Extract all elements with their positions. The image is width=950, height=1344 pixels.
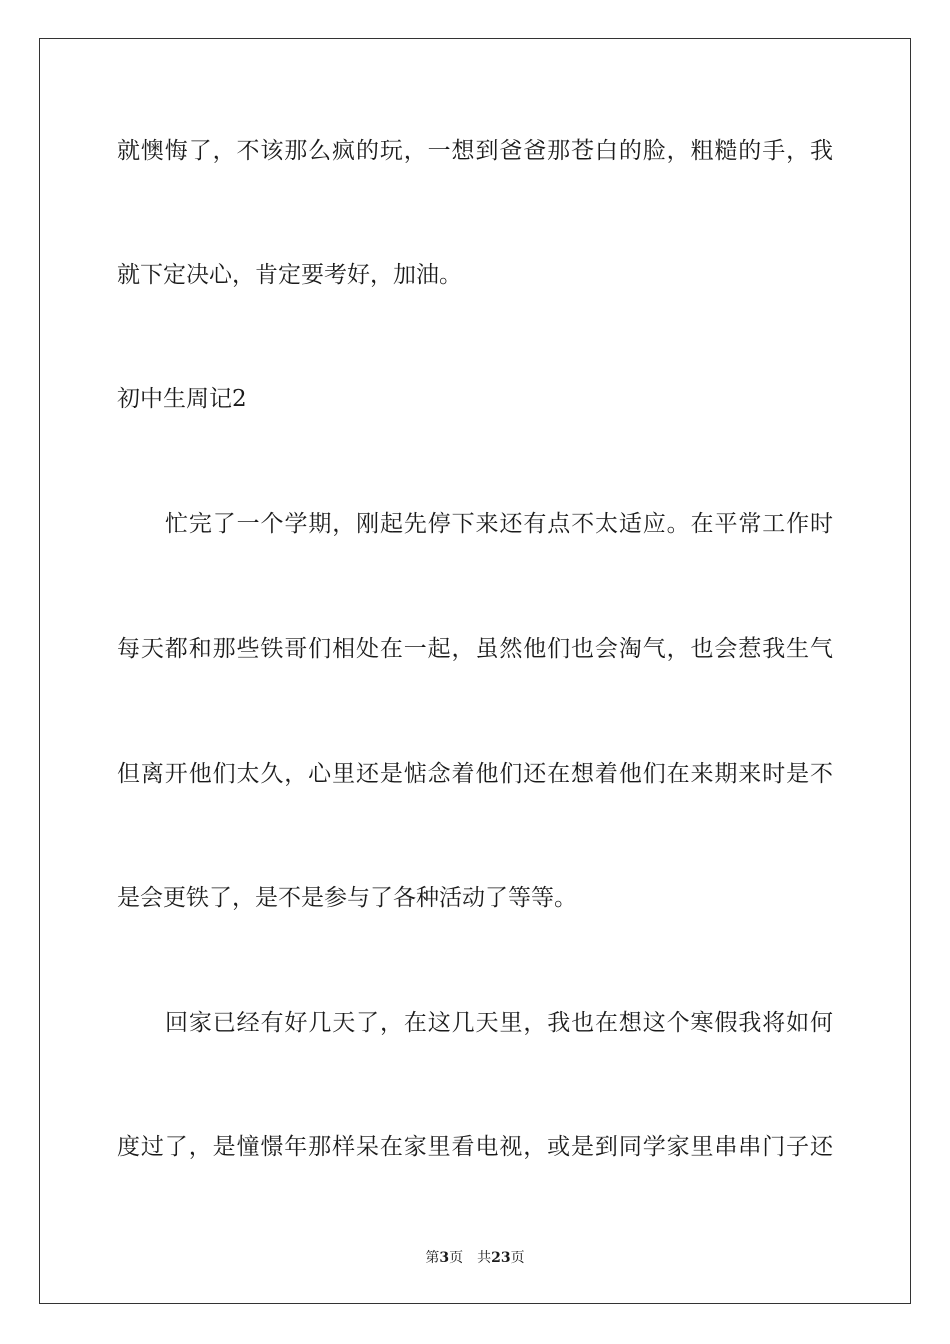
body-line: 度过了，是憧憬年那样呆在家里看电视，或是到同学家里串串门子还 (117, 1134, 833, 1160)
page-current: 3 (439, 1250, 450, 1266)
section-heading: 初中生周记2 (117, 386, 247, 412)
page-total: 23 (491, 1250, 511, 1266)
total-prefix: 共 (477, 1250, 492, 1266)
total-suffix: 页 (510, 1250, 525, 1266)
body-line: 是会更铁了，是不是参与了各种活动了等等。 (117, 885, 577, 911)
body-line: 忙完了一个学期，刚起先停下来还有点不太适应。在平常工作时 (165, 511, 833, 537)
page-frame (39, 38, 911, 1304)
page-footer (0, 1248, 950, 1268)
body-line: 但离开他们太久，心里还是惦念着他们还在想着他们在来期来时是不 (117, 761, 833, 787)
page-suffix: 页 (449, 1250, 464, 1266)
body-line: 就懊悔了，不该那么疯的玩，一想到爸爸那苍白的脸，粗糙的手，我 (117, 138, 833, 164)
body-line: 回家已经有好几天了，在这几天里，我也在想这个寒假我将如何 (165, 1010, 833, 1036)
body-line: 每天都和那些铁哥们相处在一起，虽然他们也会淘气，也会惹我生气 (117, 636, 833, 662)
body-line: 就下定决心，肯定要考好，加油。 (117, 262, 462, 288)
page-prefix: 第 (425, 1250, 440, 1266)
